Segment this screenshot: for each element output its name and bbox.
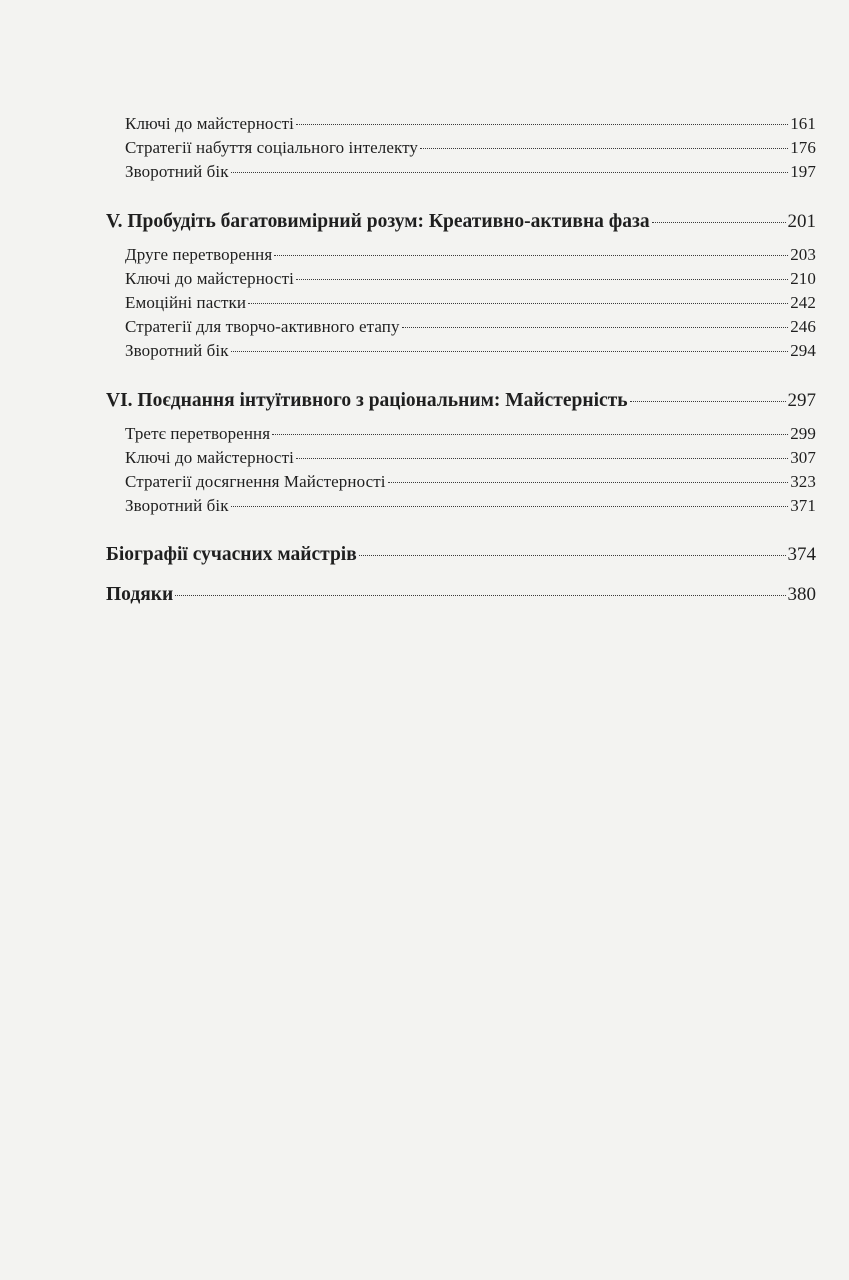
toc-entry[interactable] [106,291,816,315]
toc-entry-page: 210 [790,268,816,288]
toc-entry-title: Третє перетворення [125,423,271,443]
toc-entry[interactable] [106,136,816,160]
toc-entry-title: Зворотний бік [125,496,229,516]
toc-entry[interactable] [106,446,816,470]
toc-chapter-title: VI. Поєднання інтуїтивного з раціональним: Майстерність [106,389,628,411]
toc-entry[interactable] [106,339,816,363]
toc-chapter-6[interactable] [106,386,816,416]
toc-entry-page: 197 [790,162,816,182]
toc-entry[interactable] [106,315,816,339]
dot-leader [388,482,789,483]
toc-chapter-page: 374 [787,544,816,566]
toc-entry-title: Зворотний бік [125,162,229,182]
toc-entry-page: 203 [790,244,816,264]
toc-chapter-title: Подяки [106,584,174,606]
toc-entry-page: 246 [790,317,816,337]
toc-entry-page: 242 [790,292,816,312]
toc-entry-page: 299 [790,423,816,443]
dot-leader [296,458,788,459]
toc-biographies[interactable] [106,540,816,570]
toc-entry-page: 161 [790,114,816,133]
dot-leader [296,124,788,125]
toc-chapter-page: 380 [787,584,816,606]
dot-leader [630,401,786,402]
dot-leader [296,279,788,280]
toc-entry-title: Стратегії досягнення Майстерності [125,471,386,491]
toc-entry[interactable] [106,160,816,184]
dot-leader [231,506,789,507]
dot-leader [175,595,785,596]
dot-leader [420,148,788,149]
toc-entry[interactable] [106,243,816,267]
toc-entry-title: Зворотний бік [125,341,229,361]
toc-entry-page: 307 [790,447,816,467]
dot-leader [248,303,788,304]
toc-acknowledgements[interactable] [106,580,816,610]
toc-entry-title: Друге перетворення [125,244,273,264]
dot-leader [231,351,789,352]
dot-leader [231,172,789,173]
toc-chapter-5[interactable] [106,207,816,237]
toc-chapter-title: Біографії сучасних майстрів [106,544,357,566]
dot-leader [652,222,786,223]
toc-entry[interactable] [106,267,816,291]
toc-entry[interactable] [106,422,816,446]
toc-chapter-page: 297 [787,389,816,411]
toc-entry-page: 176 [790,138,816,158]
toc-entry-page: 371 [790,496,816,516]
toc-entry-title: Емоційні пастки [125,292,247,312]
toc-chapter-title: V. Пробудіть багатовимірний розум: Креативно-активна фаза [106,210,650,232]
toc-entry-title: Стратегії набуття соціального інтелекту [125,138,419,158]
dot-leader [274,255,788,256]
toc-chapter-page: 201 [787,210,816,232]
dot-leader [272,434,788,435]
dot-leader [359,555,786,556]
table-of-contents [106,112,816,610]
toc-entry-title: Стратегії для творчо-активного етапу [125,317,400,337]
toc-entry-title: Ключі до майстерності [125,114,294,133]
toc-entry[interactable] [106,494,816,518]
toc-entry-title: Ключі до майстерності [125,447,294,467]
toc-entry-page: 294 [790,341,816,361]
toc-entry[interactable] [106,470,816,494]
toc-entry-title: Ключі до майстерності [125,268,294,288]
toc-entry[interactable] [106,112,816,136]
dot-leader [402,327,789,328]
toc-entry-page: 323 [790,471,816,491]
